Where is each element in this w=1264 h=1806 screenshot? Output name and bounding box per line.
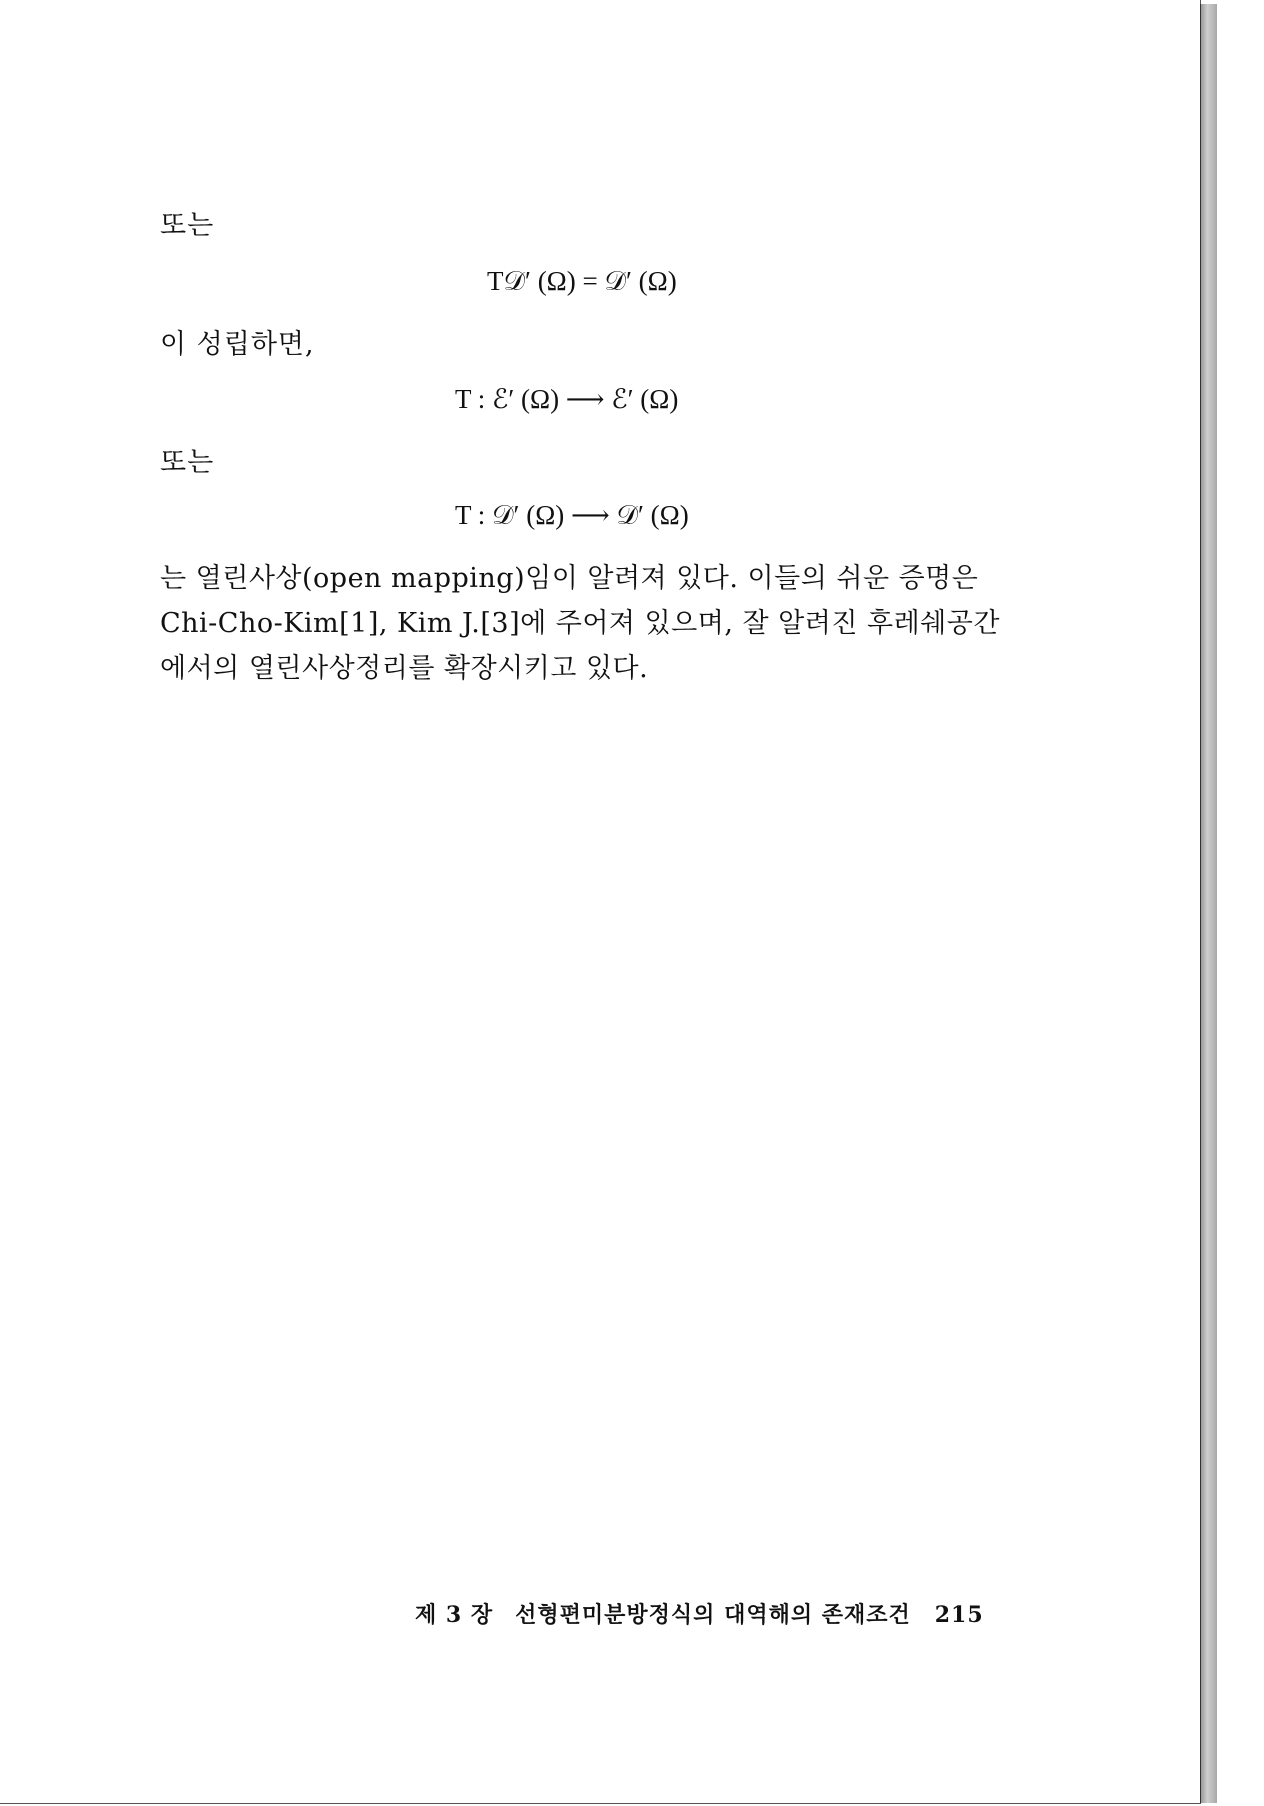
text-holds: 이 성립하면, <box>160 329 315 360</box>
footer-title: 선형편미분방정식의 대역해의 존재조건 <box>515 1602 911 1628</box>
paragraph-line: Chi-Cho-Kim[1], Kim J.[3]에 주어져 있으며, 잘 알려진 후레쉐공간 <box>160 608 1000 639</box>
page-number: 215 <box>934 1602 984 1628</box>
paragraph-line: 에서의 열린사상정리를 확장시키고 있다. <box>160 653 649 684</box>
text-or-2: 또는 <box>160 447 215 478</box>
equation-3: T : 𝒟′ (Ω) ⟶ 𝒟′ (Ω) <box>455 500 689 530</box>
body-paragraph <box>160 556 1020 691</box>
equation-2: T : ℰ′ (Ω) ⟶ ℰ′ (Ω) <box>455 384 679 414</box>
text-or-1: 또는 <box>160 210 215 241</box>
paragraph-line: 는 열린사상(open mapping)임이 알려져 있다. 이들의 쉬운 증명은 <box>160 563 979 594</box>
footer-chapter: 제 3 장 <box>415 1602 494 1628</box>
running-footer <box>415 1598 984 1629</box>
equation-1: T𝒟′ (Ω) = 𝒟′ (Ω) <box>487 266 677 296</box>
page-stack-edge <box>1200 4 1217 1803</box>
